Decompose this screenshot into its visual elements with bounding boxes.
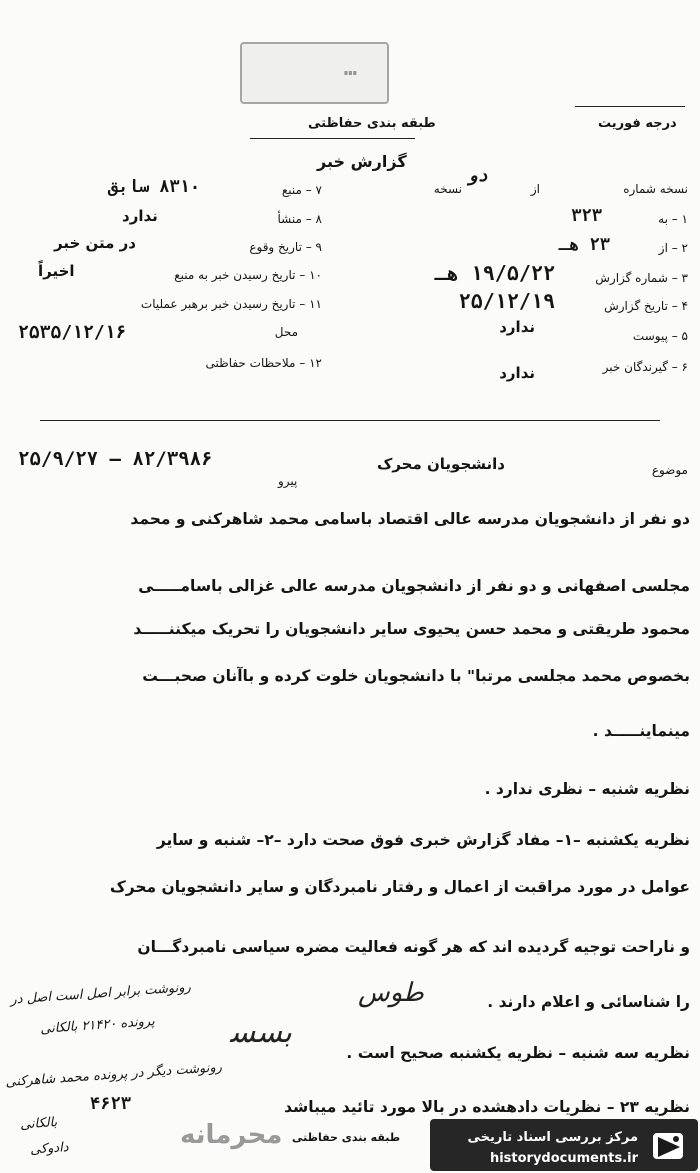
divider bbox=[250, 138, 415, 139]
margin-number: ۴۶۲۳ bbox=[90, 1094, 131, 1114]
field-8-label: ۸ – منشأ bbox=[277, 212, 322, 226]
body-line-5: مینماینـــــد . bbox=[592, 722, 690, 740]
body-line-10: را شناسائی و اعلام دارند . bbox=[487, 993, 690, 1011]
body-line-3: محمود طریقتی و محمد حسن یحیوی سایر دانشجویان را تحریک میکننـــــد bbox=[133, 620, 690, 638]
margin-note-line-2: پرونده ۲۱۴۲۰ بالکانی bbox=[39, 1014, 156, 1037]
field-2-value: ۲۳ هـ bbox=[558, 235, 610, 255]
margin-note-line-3: رونوشت دیگر در پرونده محمد شاهرکنی bbox=[5, 1060, 223, 1091]
top-stamp-text: … bbox=[343, 56, 357, 81]
field-4-label: ۴ – تاریخ گزارش bbox=[604, 299, 688, 313]
field-3-label: ۳ – شماره گزارش bbox=[595, 271, 688, 285]
urgency-label: درجه فوریت bbox=[598, 116, 677, 131]
field-9-label: ۹ – تاریخ وقوع bbox=[249, 240, 322, 254]
field-5-value: ندارد bbox=[499, 318, 535, 336]
document-title: گزارش خبر bbox=[317, 152, 407, 171]
place-value: ۲۵۳۵/۱۲/۱۶ bbox=[18, 322, 127, 343]
copy-suffix-label: نسخه bbox=[433, 182, 462, 196]
body-line-11: نظریه سه شنبه – نظریه یکشنبه صحیح است . bbox=[346, 1044, 690, 1062]
body-line-7: نظریه یکشنبه –۱– مفاد گزارش خبری فوق صحت دارد –۲– شنبه و سایر bbox=[156, 831, 690, 849]
margin-note-line-1: رونوشت برابر اصل است اصل در bbox=[9, 980, 192, 1008]
field-11-label: ۱۱ – تاریخ رسیدن خبر برهبر عملیات bbox=[140, 297, 322, 311]
field-1-value: ۳۲۳ bbox=[571, 206, 602, 226]
watermark-title: مرکز بررسی اسناد تاریخی bbox=[467, 1130, 638, 1145]
subject-ref-label: پیرو bbox=[278, 474, 298, 488]
signature-2: ﺑ‍ﺴ‍ﺴ bbox=[230, 1015, 292, 1050]
margin-note-line-4: بالکانی bbox=[19, 1115, 58, 1133]
field-10-label: ۱۰ – تاریخ رسیدن خبر به منبع bbox=[174, 268, 322, 282]
body-line-6: نظریه شنبه – نظری ندارد . bbox=[484, 780, 690, 798]
field-6-value: ندارد bbox=[499, 364, 535, 382]
field-5-label: ۵ – پیوست bbox=[632, 329, 688, 343]
classification-label-top: طبقه بندی حفاظتی bbox=[308, 116, 436, 131]
subject-label: موضوع bbox=[651, 463, 688, 477]
place-label: محل bbox=[274, 325, 298, 339]
field-2-label: ۲ – از bbox=[658, 241, 688, 255]
field-3-value: ۱۹/۵/۲۲ هـ bbox=[434, 261, 555, 285]
field-6-label: ۶ – گیرندگان خبر bbox=[602, 360, 688, 374]
confidential-stamp: محرمانه bbox=[180, 1120, 283, 1150]
copy-number-label: نسخه شماره bbox=[623, 182, 688, 196]
field-9-value: در متن خبر bbox=[54, 234, 136, 252]
watermark-url[interactable]: historydocuments.ir bbox=[489, 1151, 638, 1166]
field-7-value: ۸۳۱۰ سابق bbox=[108, 177, 201, 197]
body-line-4: بخصوص محمد مجلسی مرتبا" با دانشجویان خلوت کرده و باآنان صحبـــت bbox=[142, 667, 690, 685]
body-line-12: نظریه ۲۳ – نظریات دادهشده در بالا مورد تائید میباشد bbox=[284, 1098, 690, 1116]
field-7-label: ۷ – منبع bbox=[281, 183, 322, 197]
field-8-value: ندارد bbox=[122, 207, 158, 225]
classification-label-bottom: طبقه بندی حفاظتی bbox=[292, 1131, 401, 1144]
top-stamp bbox=[240, 42, 389, 104]
subject-ref-handwritten: ۲۵/۹/۲۷ – ۸۲/۳۹۸۶ bbox=[18, 448, 213, 470]
margin-note-line-5: دادوکی bbox=[29, 1140, 70, 1158]
body-line-8: عوامل در مورد مراقبت از اعمال و رفتار نامبردگان و سایر دانشجویان محرک bbox=[109, 878, 690, 896]
copy-of-label: از bbox=[530, 182, 540, 196]
field-12-label: ۱۲ – ملاحظات حفاظتی bbox=[205, 356, 322, 370]
header-divider bbox=[40, 420, 660, 421]
body-line-9: و ناراحت توجیه گردیده اند که هر گونه فعالیت مضره سیاسی نامبردگـــان bbox=[137, 938, 690, 956]
subject-value: دانشجویان محرک bbox=[376, 455, 505, 473]
body-line-1: دو نفر از دانشجویان مدرسه عالی اقتصاد باسامی محمد شاهرکنی و محمد bbox=[130, 510, 690, 528]
copy-total-handwritten: دو bbox=[467, 166, 488, 186]
body-line-2: مجلسی اصفهانی و دو نفر از دانشجویان مدرسه عالی غزالی باسامـــــی bbox=[138, 577, 690, 595]
field-4-value: ۲۵/۱۲/۱۹ bbox=[458, 289, 555, 313]
field-1-label: ۱ – به bbox=[658, 212, 688, 226]
signature-1: طوس bbox=[358, 978, 424, 1008]
field-10-value: اخیراً bbox=[38, 262, 75, 280]
divider bbox=[575, 106, 685, 107]
document-archive-logo-icon bbox=[648, 1127, 690, 1165]
